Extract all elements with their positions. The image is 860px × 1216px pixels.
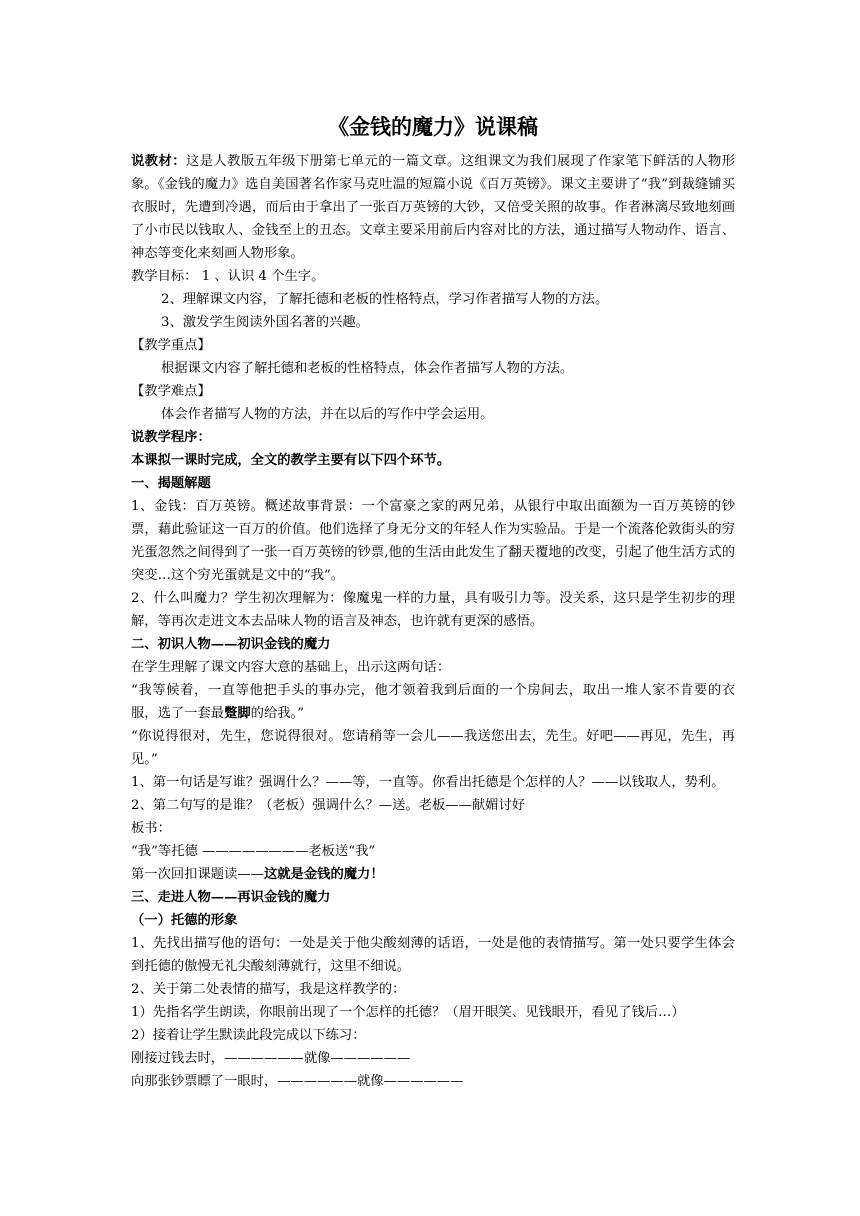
reread-line	[131, 863, 735, 886]
section2-heading: 二、初识人物——初识金钱的魔力	[131, 637, 331, 652]
quote1-part2: 的给我。”	[250, 706, 305, 721]
key-points-heading: 【教学重点】	[131, 338, 211, 353]
document-page	[131, 112, 735, 1093]
goal-2: 2、理解课文内容，了解托德和老板的性格特点，学习作者描写人物的方法。	[161, 292, 609, 307]
difficulties-text: 体会作者描写人物的方法，并在以后的写作中学会运用。	[161, 407, 494, 422]
section3-subheading: （一）托德的形象	[131, 913, 238, 928]
exercise-line-2: 向那张钞票瞟了一眼时，——————就像——————	[131, 1074, 464, 1089]
quote1-bold: 蹩脚	[224, 706, 251, 721]
section2-quote-2: “你说得很对，先生，您说得很对。您请稍等一会儿——我送您出去，先生。好吧——再见，先生，再见。”	[131, 729, 735, 767]
reread-prefix: 第一次回扣课题读——	[131, 867, 264, 882]
goal-3: 3、激发学生阅读外国名著的兴趣。	[161, 315, 369, 330]
section2-question-1: 1、第一句话是写谁？强调什么？——等，一直等。你看出托德是个怎样的人？——以钱取人，势利。	[131, 775, 725, 790]
document-body	[131, 150, 735, 1093]
procedure-heading: 说教学程序：	[131, 430, 211, 445]
section3-paragraph-2: 2、关于第二处表情的描写，我是这样教学的：	[131, 982, 406, 997]
section3-paragraph-3: 1）先指名学生朗读，你眼前出现了一个怎样的托德？（眉开眼笑、见钱眼开，看见了钱后…）	[131, 1005, 685, 1020]
key-points-text: 根据课文内容了解托德和老板的性格特点，体会作者描写人物的方法。	[161, 361, 574, 376]
board-label: 板书：	[131, 821, 171, 836]
section1-paragraph-2: 2、什么叫魔力？学生初次理解为：像魔鬼一样的力量，具有吸引力等。没关系，这只是学生初步的理解，等再次走进文本去品味人物的语言及神态，也许就有更深的感悟。	[131, 591, 735, 629]
difficulties-heading: 【教学难点】	[131, 384, 211, 399]
section1-paragraph-1: 1、金钱：百万英镑。概述故事背景：一个富豪之家的两兄弟，从银行中取出面额为一百万英镑的钞票，藉此验证这一百万的价值。他们选择了身无分文的年轻人作为实验品。于是一个流落伦敦街头的穷光蛋忽然之间得到了一张一百万英镑的钞票,他的生活由此发生了翻天覆地的改变，引起了他生活方式的突变…这个穷光蛋就是文中的“我”。	[131, 499, 735, 583]
procedure-summary: 本课拟一课时完成，全文的教学主要有以下四个环节。	[131, 453, 451, 468]
section3-paragraph-1: 1、先找出描写他的语句：一处是关于他尖酸刻薄的话语，一处是他的表情描写。第一处只要学生体会到托德的傲慢无礼尖酸刻薄就行，这里不细说。	[131, 936, 735, 974]
document-title: 《金钱的魔力》说课稿	[328, 115, 538, 139]
section3-paragraph-4: 2）接着让学生默读此段完成以下练习：	[131, 1028, 366, 1043]
quote1-part1: “我等候着，一直等他把手头的事办完，他才领着我到后面的一个房间去，取出一堆人家不肯要的衣服，选了一套最	[131, 683, 735, 721]
section2-quote-1	[131, 679, 735, 725]
intro-label: 说教材：	[131, 154, 186, 169]
reread-bold: 这就是金钱的魔力！	[263, 867, 384, 882]
exercise-line-1: 刚接过钱去时，——————就像——————	[131, 1051, 411, 1066]
section1-heading: 一、揭题解题	[131, 476, 211, 491]
section2-intro: 在学生理解了课文内容大意的基础上，出示这两句话：	[131, 660, 451, 675]
intro-text: 这是人教版五年级下册第七单元的一篇文章。这组课文为我们展现了作家笔下鲜活的人物形象。《金钱的魔力》选自美国著名作家马克吐温的短篇小说《百万英镑》。课文主要讲了“我”到裁缝铺买衣服时，先遭到冷遇，而后由于拿出了一张百万英镑的大钞，又倍受关照的故事。作者淋漓尽致地刻画了小市民以钱取人、金钱至上的丑态。文章主要采用前后内容对比的方法，通过描写人物动作、语言、神态等变化来刻画人物形象。	[131, 154, 736, 261]
board-text: “我”等托德 ————————老板送“我”	[131, 844, 376, 859]
section2-question-2: 2、第二句写的是谁？（老板）强调什么？—送。老板——献媚讨好	[131, 798, 526, 813]
goal-1: 教学目标： 1 、认识 4 个生字。	[131, 269, 325, 284]
intro-paragraph	[131, 150, 735, 265]
section3-heading: 三、走进人物——再识金钱的魔力	[131, 890, 331, 905]
